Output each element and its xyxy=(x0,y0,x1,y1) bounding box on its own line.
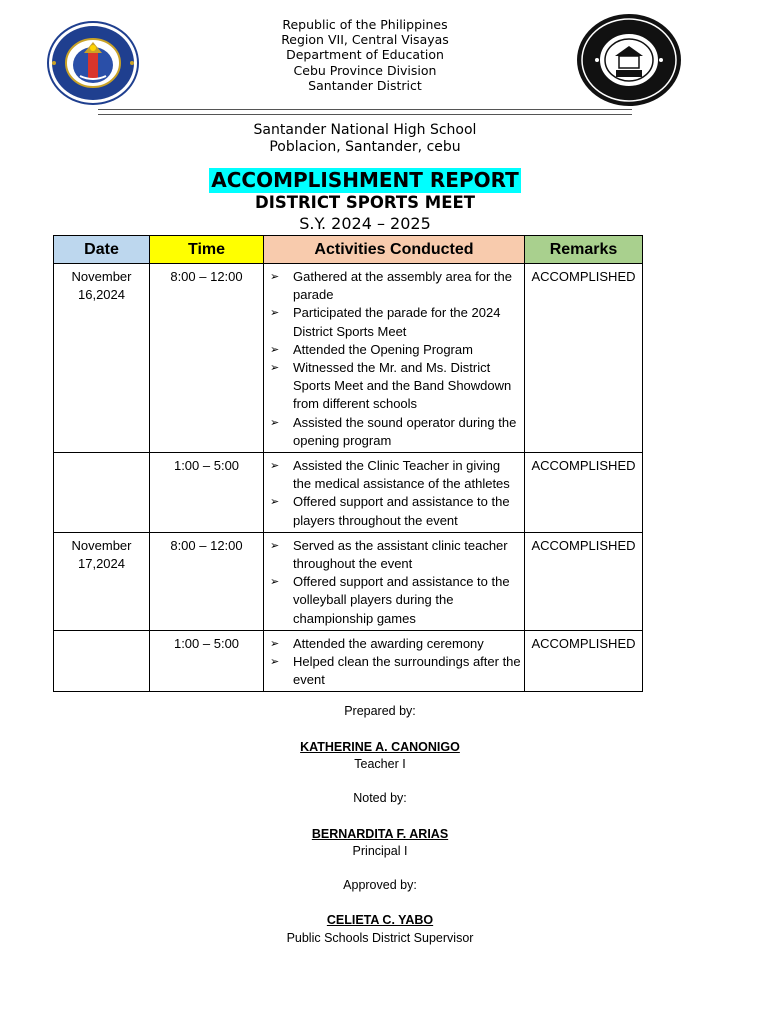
activities-list xyxy=(267,268,521,450)
list-item xyxy=(270,653,521,689)
header-line: Region VII, Central Visayas xyxy=(281,32,449,48)
date-cell xyxy=(54,630,150,692)
table-body xyxy=(54,264,643,692)
activity-text: Gathered at the assembly area for the parade xyxy=(293,269,512,303)
column-header-time: Time xyxy=(150,236,264,264)
school-name: Santander National High School xyxy=(253,122,477,138)
remarks-cell: ACCOMPLISHED xyxy=(525,532,643,630)
header-divider xyxy=(98,114,632,115)
date-cell: November 16,2024 xyxy=(54,264,150,453)
list-item xyxy=(270,493,521,529)
list-item xyxy=(270,304,521,340)
report-title-wrap xyxy=(0,168,730,193)
time-cell: 1:00 – 5:00 xyxy=(150,630,264,692)
header-line: Republic of the Philippines xyxy=(282,17,448,32)
school-year: S.Y. 2024 – 2025 xyxy=(299,214,431,233)
approved-name-wrap xyxy=(0,912,760,928)
column-header-remarks: Remarks xyxy=(525,236,643,264)
prepared-label: Prepared by: xyxy=(344,704,416,718)
arrow-bullet-icon: ➢ xyxy=(270,343,280,356)
approved-name: CELIETA C. YABO xyxy=(326,913,434,927)
arrow-bullet-icon: ➢ xyxy=(270,539,280,552)
report-title: ACCOMPLISHMENT REPORT xyxy=(211,168,519,192)
arrow-bullet-icon: ➢ xyxy=(270,271,280,283)
arrow-bullet-icon: ➢ xyxy=(270,362,280,375)
date-cell xyxy=(54,453,150,533)
time-cell: 8:00 – 12:00 xyxy=(150,532,264,630)
list-item xyxy=(270,268,521,304)
arrow-bullet-icon: ➢ xyxy=(270,637,280,650)
noted-title: Principal I xyxy=(352,844,408,858)
list-item xyxy=(270,414,521,450)
remarks-cell: ACCOMPLISHED xyxy=(525,453,643,533)
arrow-bullet-icon: ➢ xyxy=(270,496,280,509)
remarks-cell: ACCOMPLISHED xyxy=(525,630,643,692)
header-line: Santander District xyxy=(308,77,422,93)
approved-label: Approved by: xyxy=(343,878,417,892)
activities-cell xyxy=(264,630,525,692)
time-cell: 8:00 – 12:00 xyxy=(150,264,264,453)
prepared-title: Teacher I xyxy=(354,757,406,771)
table-row xyxy=(54,532,643,630)
activity-text: Served as the assistant clinic teacher throughout the event xyxy=(293,537,508,572)
arrow-bullet-icon: ➢ xyxy=(270,416,280,429)
header-divider xyxy=(98,109,632,110)
school-block xyxy=(200,122,530,156)
approved-title: Public Schools District Supervisor xyxy=(286,931,474,945)
school-address: Poblacion, Santander, cebu xyxy=(269,139,461,155)
table-row xyxy=(54,453,643,533)
activities-list xyxy=(267,635,521,690)
arrow-bullet-icon: ➢ xyxy=(270,307,280,320)
report-subtitle: DISTRICT SPORTS MEET xyxy=(255,193,475,212)
header-line: Department of Education xyxy=(286,47,444,63)
activity-text: Participated the parade for the 2024 District Sports Meet xyxy=(293,305,501,339)
agency-header xyxy=(240,17,490,93)
noted-name-wrap xyxy=(0,826,760,842)
activities-cell xyxy=(264,453,525,533)
activity-text: Attended the awarding ceremony xyxy=(293,635,484,651)
activity-text: Assisted the sound operator during the opening program xyxy=(293,414,517,448)
arrow-bullet-icon: ➢ xyxy=(270,460,280,473)
list-item xyxy=(270,635,521,653)
prepared-name: KATHERINE A. CANONIGO xyxy=(300,740,460,754)
remarks-cell: ACCOMPLISHED xyxy=(525,264,643,453)
activity-text: Witnessed the Mr. and Ms. District Sports Meet and the Band Showdown from different schools xyxy=(293,360,512,412)
activity-text: Offered support and assistance to the players throughout the event xyxy=(293,494,510,528)
accomplishment-table xyxy=(53,235,643,692)
table-row xyxy=(54,630,643,692)
table-header-row xyxy=(54,236,643,264)
date-cell: November 17,2024 xyxy=(54,532,150,630)
activity-text: Offered support and assistance to the volleyball players during the championship games xyxy=(293,574,510,626)
arrow-bullet-icon: ➢ xyxy=(270,656,280,669)
noted-name: BERNARDITA F. ARIAS xyxy=(311,827,449,841)
school-seal-logo xyxy=(575,12,683,108)
table-row xyxy=(54,264,643,453)
list-item xyxy=(270,341,521,359)
list-item xyxy=(270,457,521,493)
activities-list xyxy=(267,457,521,530)
time-cell: 1:00 – 5:00 xyxy=(150,453,264,533)
list-item xyxy=(270,573,521,628)
noted-label: Noted by: xyxy=(353,791,407,805)
arrow-bullet-icon: ➢ xyxy=(270,576,280,589)
header-line: Cebu Province Division xyxy=(293,62,437,78)
activity-text: Assisted the Clinic Teacher in giving the medical assistance of the athletes xyxy=(293,458,510,492)
list-item xyxy=(270,537,521,573)
activities-cell xyxy=(264,264,525,453)
column-header-activities: Activities Conducted xyxy=(264,236,525,264)
activities-cell xyxy=(264,532,525,630)
column-header-date: Date xyxy=(54,236,150,264)
activity-text: Helped clean the surroundings after the event xyxy=(293,654,521,688)
activities-list xyxy=(267,537,521,628)
deped-seal-logo xyxy=(46,20,140,106)
prepared-name-wrap xyxy=(0,739,760,755)
list-item xyxy=(270,359,521,414)
activity-text: Attended the Opening Program xyxy=(293,341,473,357)
